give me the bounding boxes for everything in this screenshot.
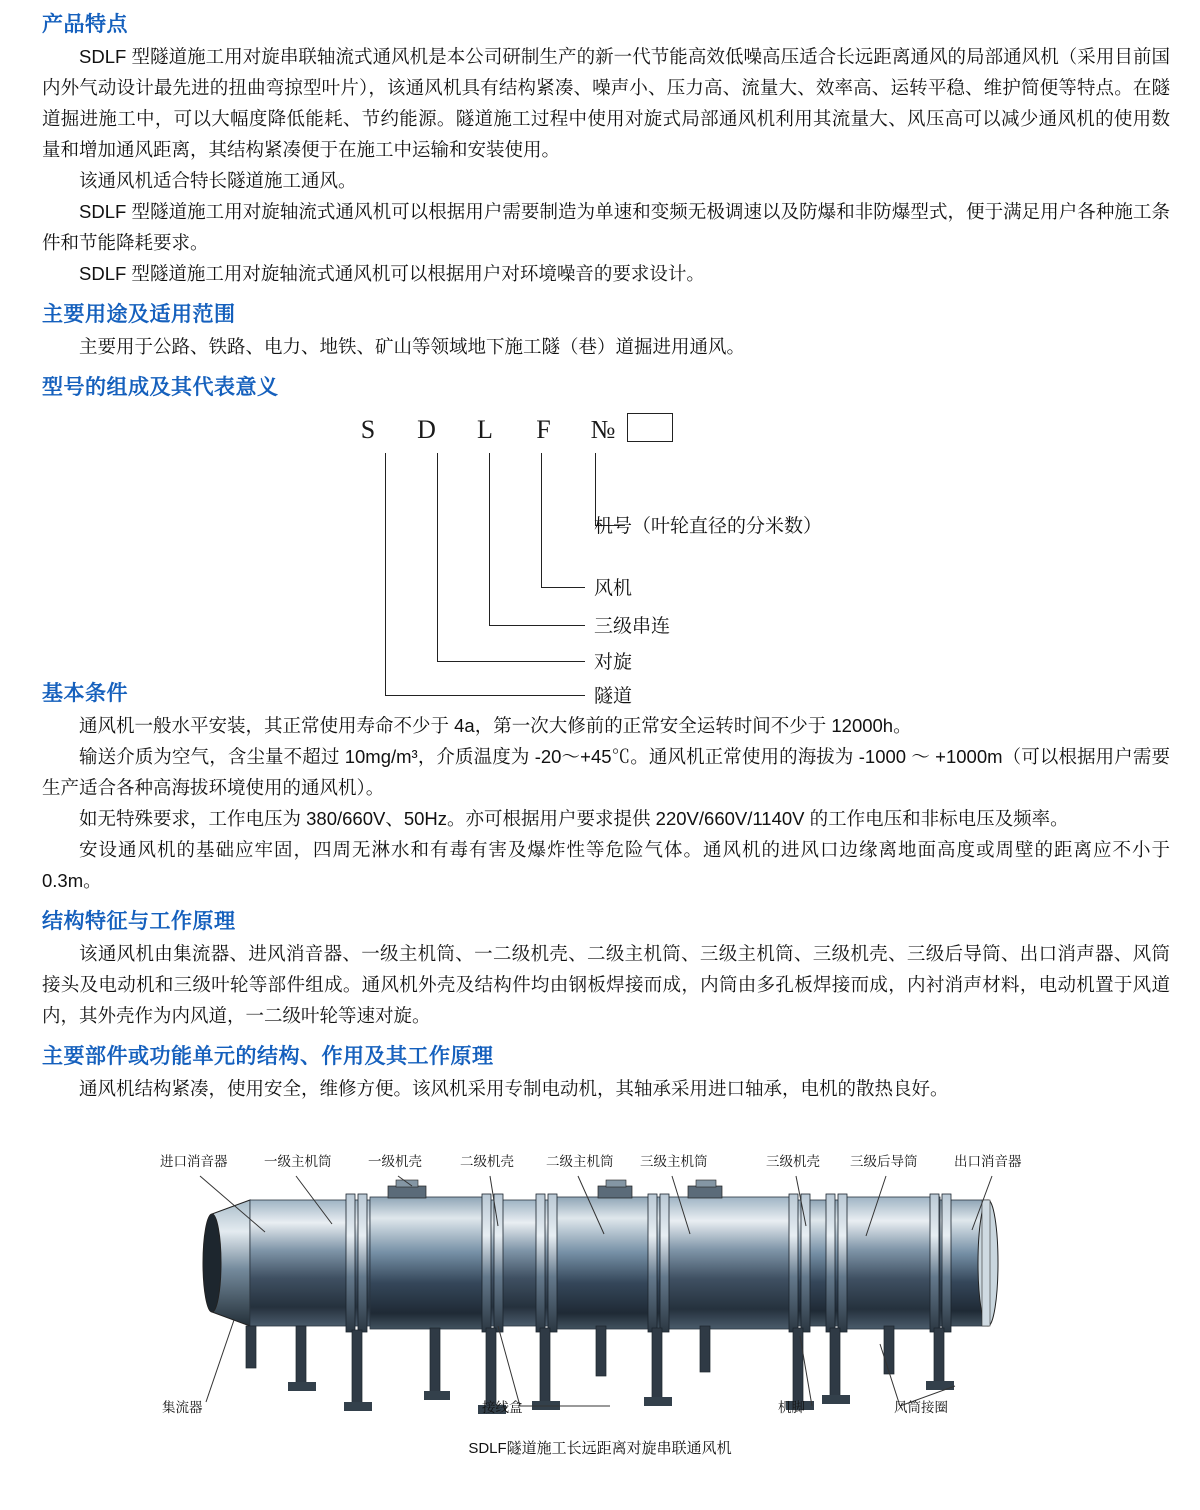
features-paragraph-1: SDLF 型隧道施工用对旋串联轴流式通风机是本公司研制生产的新一代节能高效低噪高压适合长远距离通风的局部通风机（采用目前国内外气动设计最先进的扭曲弯掠型叶片），该通风机具有结构紧凑、噪声小、压力高、流量大、效率高、运转平稳、维护简便等特点。在隧道掘进施工中，可以大幅度降低能耗、节约能源。隧道施工过程中使用对旋式局部通风机利用其流量大、风压高可以减少通风机的使用数量和增加通风距离，其结构紧凑便于在施工中运输和安装使用。 (42, 46, 1170, 160)
fig-label-stage2-casing: 二级机壳 (460, 1154, 514, 1169)
model-line-l-h (489, 625, 585, 626)
fig-label-junction-box: 接线盒 (482, 1400, 523, 1415)
basic-heading: 基本条件 (42, 682, 128, 705)
components-paragraph-1: 通风机结构紧凑，使用安全，维修方便。该风机采用专制电动机，其轴承采用进口轴承，电机的散热良好。 (79, 1078, 949, 1099)
features-paragraph-4: SDLF 型隧道施工用对旋轴流式通风机可以根据用户对环境噪音的要求设计。 (79, 263, 705, 284)
section-structure (42, 905, 1170, 1031)
structure-heading: 结构特征与工作原理 (42, 910, 236, 933)
model-letter-l: L (477, 415, 493, 444)
model-heading: 型号的组成及其代表意义 (42, 376, 279, 399)
model-line-l (489, 453, 490, 625)
model-label-counter-rotating: 对旋 (594, 652, 633, 673)
model-letter-s: S (360, 415, 376, 444)
section-usage (42, 298, 1170, 362)
fig-label-machine-foot: 机脚 (778, 1400, 805, 1415)
fig-label-stage1-casing: 一级机壳 (368, 1154, 422, 1169)
model-label-fan: 风机 (594, 578, 633, 599)
fig-label-stage3-rear-barrel: 三级后导筒 (850, 1154, 918, 1169)
model-line-f (541, 453, 542, 587)
model-letters (342, 415, 630, 445)
fig-label-stage1-main-barrel: 一级主机筒 (264, 1154, 332, 1169)
fig-label-collector: 集流器 (162, 1400, 203, 1415)
usage-paragraph-1: 主要用于公路、铁路、电力、地铁、矿山等领域地下施工隧（巷）道掘进用通风。 (79, 336, 746, 357)
section-features (42, 8, 1170, 289)
components-heading: 主要部件或功能单元的结构、作用及其工作原理 (42, 1045, 494, 1068)
fig-label-duct-ring: 风筒接圈 (894, 1400, 948, 1415)
figure-caption: SDLF隧道施工长远距离对旋串联通风机 (468, 1440, 732, 1457)
model-label-series: 三级串连 (594, 616, 671, 637)
model-label-number: 机号（叶轮直径的分米数） (594, 516, 823, 537)
fig-label-outlet-silencer: 出口消音器 (954, 1154, 1022, 1169)
model-letter-d: D (417, 415, 436, 444)
model-letter-f: F (536, 415, 551, 444)
features-paragraph-3: SDLF 型隧道施工用对旋轴流式通风机可以根据用户需要制造为单速和变频无极调速以及防爆和非防爆型式，便于满足用户各种施工条件和节能降耗要求。 (42, 201, 1170, 253)
section-components (42, 1040, 1170, 1104)
fig-label-stage3-casing: 三级机壳 (766, 1154, 820, 1169)
model-line-s (385, 453, 386, 695)
basic-paragraph-3: 如无特殊要求，工作电压为 380/660V、50Hz。亦可根据用户要求提供 220V/660V/1140V 的工作电压和非标电压及频率。 (79, 808, 1069, 829)
fig-label-stage2-main-barrel: 二级主机筒 (546, 1154, 614, 1169)
model-label-tunnel: 隧道 (594, 686, 633, 707)
features-paragraph-2: 该通风机适合特长隧道施工通风。 (79, 170, 357, 191)
basic-paragraph-1: 通风机一般水平安装，其正常使用寿命不少于 4a，第一次大修前的正常安全运转时间不少于 12000h。 (79, 715, 912, 736)
model-number-box[interactable] (627, 413, 673, 442)
fig-label-stage3-main-barrel: 三级主机筒 (640, 1154, 708, 1169)
features-heading: 产品特点 (42, 13, 128, 36)
model-letter-no: № (590, 415, 616, 444)
usage-heading: 主要用途及适用范围 (42, 303, 236, 326)
product-figure (0, 1114, 1200, 1466)
fig-label-inlet-silencer: 进口消音器 (160, 1154, 228, 1169)
section-basic (42, 677, 1170, 896)
model-line-s-h (385, 695, 585, 696)
basic-paragraph-2: 输送介质为空气，含尘量不超过 10mg/m³，介质温度为 -20～+45℃。通风机正常使用的海拔为 -1000 ～ +1000m（可以根据用户需要生产适合各种高海拔环境使用的通风机）。 (42, 746, 1170, 798)
model-line-d-h (437, 661, 585, 662)
model-line-d (437, 453, 438, 661)
model-line-f-h (541, 587, 585, 588)
structure-paragraph-1: 该通风机由集流器、进风消音器、一级主机筒、一二级机壳、二级主机筒、三级主机筒、三级机壳、三级后导筒、出口消声器、风筒接头及电动机和三级叶轮等部件组成。通风机外壳及结构件均由钢板焊接而成，内筒由多孔板焊接而成，内衬消声材料，电动机置于风道内，其外壳作为内风道，一二级叶轮等速对旋。 (42, 943, 1170, 1026)
basic-paragraph-4: 安设通风机的基础应牢固，四周无淋水和有毒有害及爆炸性等危险气体。通风机的进风口边缘离地面高度或周壁的距离应不小于 0.3m。 (42, 839, 1170, 891)
